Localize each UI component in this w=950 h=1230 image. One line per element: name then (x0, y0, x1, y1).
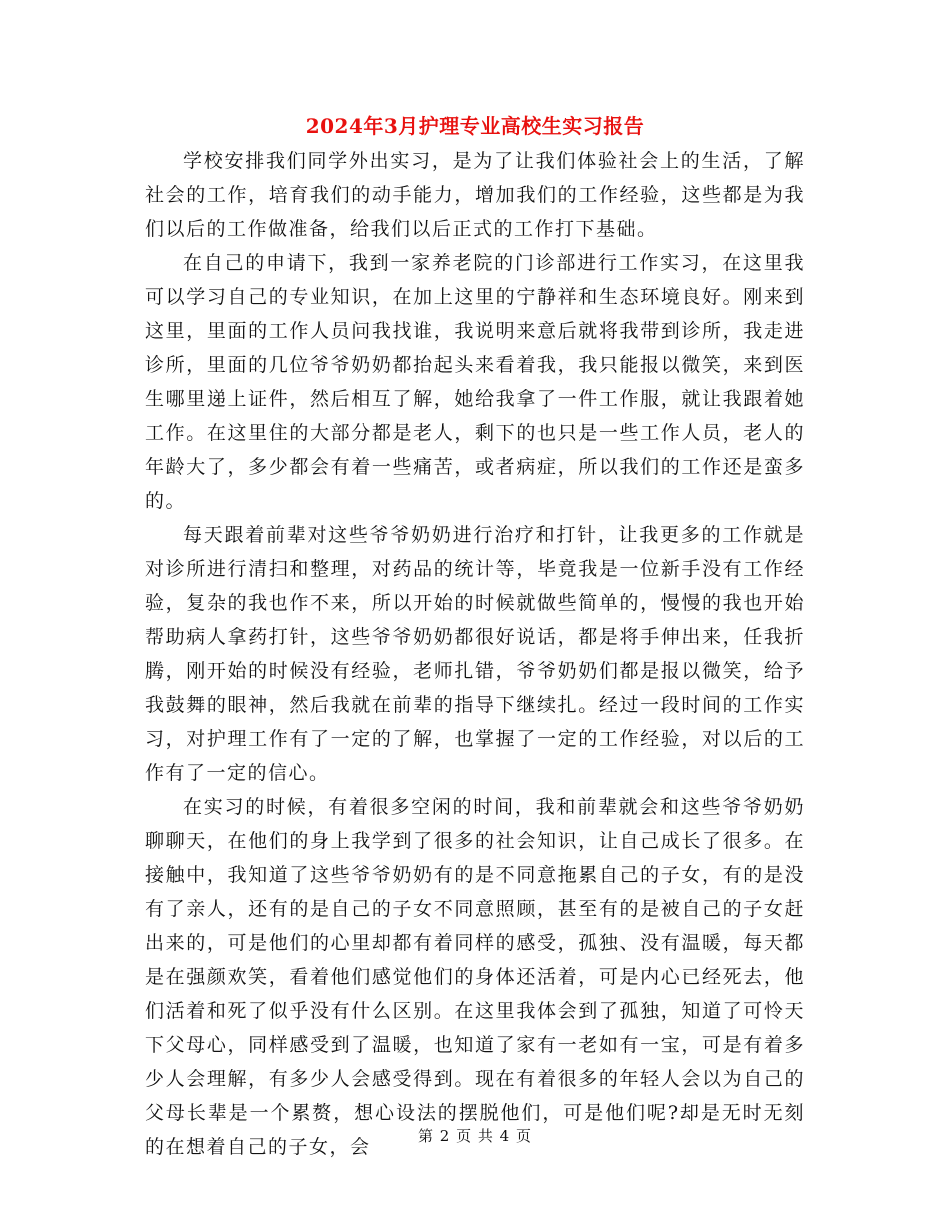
paragraph-4: 在实习的时候，有着很多空闲的时间，我和前辈就会和这些爷爷奶奶聊聊天，在他们的身上我学到了很多的社会知识，让自己成长了很多。在接触中，我知道了这些爷爷奶奶有的是不同意拖累自己的子女，有的是没有了亲人，还有的是自己的子女不同意照顾，甚至有的是被自己的子女赶出来的，可是他们的心里却都有着同样的感受，孤独、没有温暖，每天都是在强颜欢笑，看着他们感觉他们的身体还活着，可是内心已经死去，他们活着和死了似乎没有什么区别。在这里我体会到了孤独，知道了可怜天下父母心，同样感受到了温暖，也知道了家有一老如有一宝，可是有着多少人会理解，有多少人会感受得到。现在有着很多的年轻人会以为自己的父母长辈是一个累赘，想心设法的摆脱他们，可是他们呢?却是无时无刻的在想着自己的子女，会 (145, 796, 805, 1158)
paragraph-3: 每天跟着前辈对这些爷爷奶奶进行治疗和打针，让我更多的工作就是对诊所进行清扫和整理，对药品的统计等，毕竟我是一位新手没有工作经验，复杂的我也作不来，所以开始的时候就做些简单的，慢慢的我也开始帮助病人拿药打针，这些爷爷奶奶都很好说话，都是将手伸出来，任我折腾，刚开始的时候没有经验，老师扎错，爷爷奶奶们都是报以微笑，给予我鼓舞的眼神，然后我就在前辈的指导下继续扎。经过一段时间的工作实习，对护理工作有了一定的了解，也掌握了一定的工作经验，对以后的工作有了一定的信心。 (145, 524, 805, 784)
page-number-footer: 第 2 页 共 4 页 (418, 1127, 532, 1145)
paragraph-1: 学校安排我们同学外出实习，是为了让我们体验社会上的生活，了解社会的工作，培育我们的动手能力，增加我们的工作经验，这些都是为我们以后的工作做准备，给我们以后正式的工作打下基础。 (145, 150, 805, 240)
paragraph-2: 在自己的申请下，我到一家养老院的门诊部进行工作实习，在这里我可以学习自己的专业知识，在加上这里的宁静祥和生态环境良好。刚来到这里，里面的工作人员问我找谁，我说明来意后就将我带到诊所，我走进诊所，里面的几位爷爷奶奶都抬起头来看着我，我只能报以微笑，来到医生哪里递上证件，然后相互了解，她给我拿了一件工作服，就让我跟着她工作。在这里住的大部分都是老人，剩下的也只是一些工作人员，老人的年龄大了，多少都会有着一些痛苦，或者病症，所以我们的工作还是蛮多的。 (145, 252, 805, 512)
document-body (145, 144, 805, 1164)
document-title: 2024年3月护理专业高校生实习报告 (305, 114, 645, 138)
